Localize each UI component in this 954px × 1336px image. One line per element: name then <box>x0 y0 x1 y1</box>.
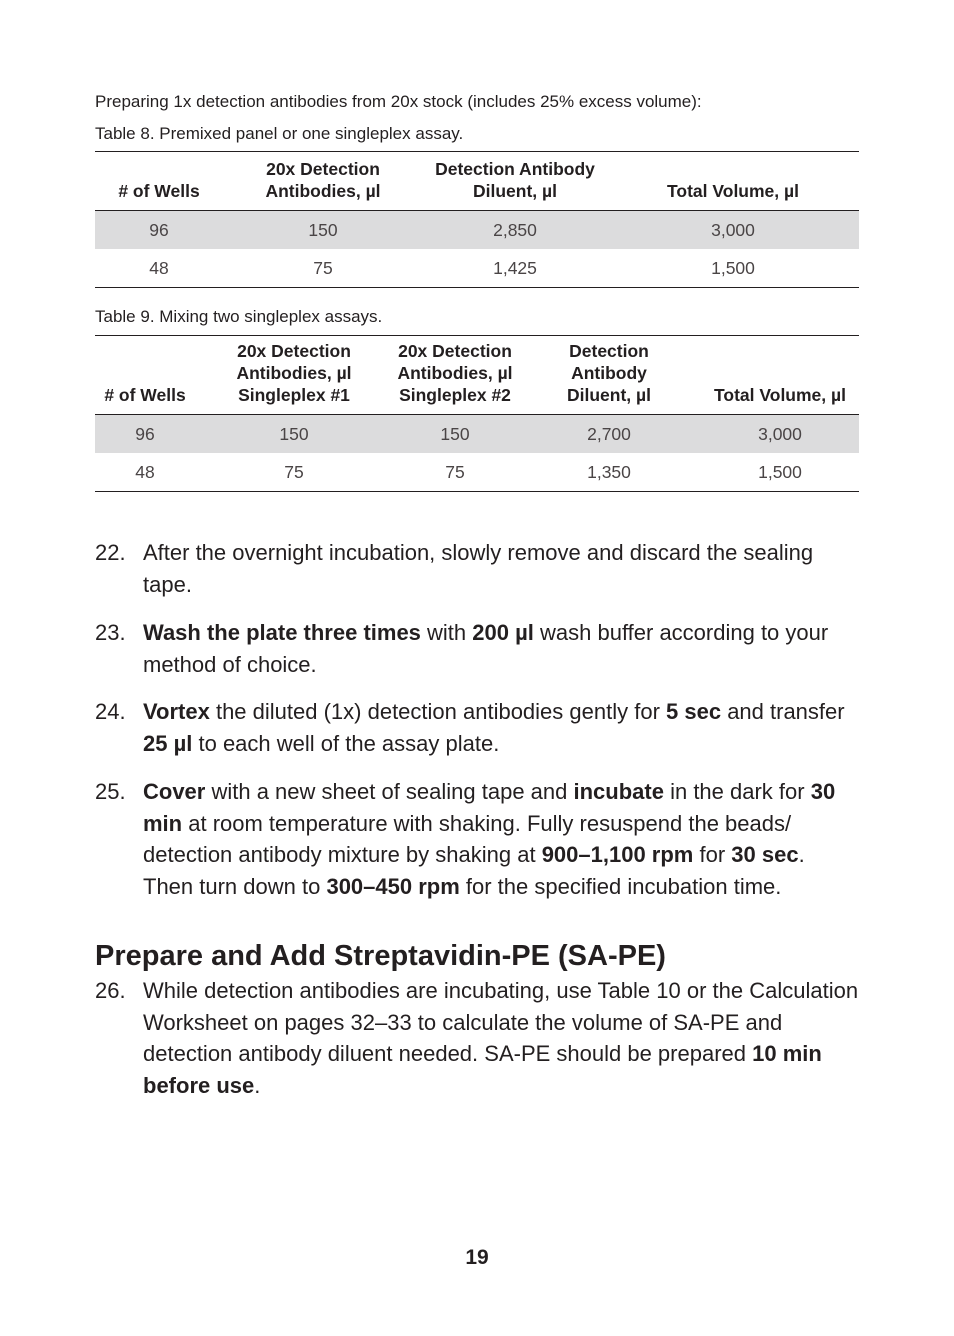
body-text: the diluted (1x) detection antibodies gently for <box>209 699 667 724</box>
table9 <box>95 335 859 492</box>
body-text: . <box>254 1073 261 1099</box>
table9-header-row <box>95 336 859 415</box>
table-row <box>95 249 859 288</box>
step-text <box>143 696 859 759</box>
step-number: 26. <box>95 978 126 1003</box>
table9-body <box>95 415 859 492</box>
column-header: Total Volume, µl <box>714 385 846 405</box>
body-text: After the overnight incubation, slowly remove and discard the sealing tape. <box>143 540 814 597</box>
emphasis-text: incubate <box>573 779 664 804</box>
table-cell: 150 <box>308 219 338 240</box>
table9-caption: Table 9. Mixing two singleplex assays. <box>95 307 383 326</box>
table-cell: 48 <box>149 257 169 278</box>
table8-body <box>95 211 859 288</box>
step-number: 22. <box>95 540 126 565</box>
column-header: 20x Detection Antibodies, µl Singleplex #1 <box>236 341 352 405</box>
column-header: Total Volume, µl <box>667 181 799 201</box>
step-26 <box>95 975 859 1102</box>
body-text: wash buffer according to your method of choice. <box>143 620 829 677</box>
step-24 <box>95 696 859 759</box>
table-row <box>95 453 859 492</box>
table-cell: 1,350 <box>587 461 631 482</box>
column-header: # of Wells <box>118 181 200 201</box>
step-number: 24. <box>95 699 126 724</box>
body-text: to each well of the assay plate. <box>192 730 500 756</box>
body-text: for the specified incubation time. <box>459 874 782 900</box>
emphasis-text: 200 µl <box>472 620 534 645</box>
body-text: with a new sheet of sealing tape and <box>205 779 574 804</box>
emphasis-text: Cover <box>143 779 206 804</box>
emphasis-text: 900–1,100 rpm <box>541 842 694 868</box>
body-text: While detection antibodies are incubating, use Table 10 or the Calculation Worksheet on pages 32–33 to calculate the volume of SA-PE and detection antibody diluent needed. SA-PE should be prepared <box>143 978 859 1067</box>
body-text: in the dark for <box>663 779 811 804</box>
section-heading: Prepare and Add Streptavidin-PE (SA-PE) <box>95 940 666 972</box>
table-cell: 96 <box>149 219 169 240</box>
body-text: and transfer <box>721 699 845 724</box>
table-cell: 1,500 <box>711 257 755 278</box>
emphasis-text: 25 µl <box>143 730 193 756</box>
body-text: with <box>420 620 473 645</box>
body-text: . Then turn down to <box>143 842 805 900</box>
table-cell: 75 <box>284 461 304 482</box>
step-25 <box>95 776 859 903</box>
column-header: Detection Antibody Diluent, µl <box>567 341 651 405</box>
table-cell: 1,425 <box>493 257 537 278</box>
page-number: 19 <box>465 1246 489 1269</box>
table8 <box>95 151 859 288</box>
table-cell: 2,700 <box>587 423 631 444</box>
table-row <box>95 211 859 250</box>
table-cell: 3,000 <box>758 423 802 444</box>
step-number: 25. <box>95 779 126 804</box>
emphasis-text: Wash the plate three times <box>143 620 421 645</box>
table-row <box>95 415 859 454</box>
table-cell: 3,000 <box>711 219 755 240</box>
column-header: Detection Antibody Diluent, µl <box>435 159 595 201</box>
step-22 <box>95 537 859 600</box>
body-text: at room temperature with shaking. Fully resuspend the beads/​detection antibody mixture by shaking at <box>143 810 792 868</box>
table-cell: 48 <box>135 461 155 482</box>
emphasis-text: 10 min before use <box>143 1041 822 1099</box>
step-text <box>143 776 859 903</box>
emphasis-text: 30 sec <box>731 842 799 868</box>
step-text <box>143 537 859 600</box>
table-cell: 1,500 <box>758 461 802 482</box>
table-cell: 75 <box>445 461 465 482</box>
emphasis-text: 300–450 rpm <box>326 874 460 900</box>
table-cell: 75 <box>313 257 333 278</box>
table-cell: 2,850 <box>493 219 537 240</box>
intro-text: Preparing 1x detection antibodies from 20x stock (includes 25% excess volume): <box>95 92 702 111</box>
column-header: 20x Detection Antibodies, µl <box>265 159 381 201</box>
step-number: 23. <box>95 620 126 645</box>
column-header: # of Wells <box>104 385 186 405</box>
emphasis-text: Vortex <box>143 699 210 724</box>
table8-header-row <box>95 152 859 211</box>
table-cell: 150 <box>440 423 470 444</box>
emphasis-text: 5 sec <box>666 699 722 724</box>
step-23 <box>95 617 859 680</box>
step-text <box>143 975 859 1102</box>
table-cell: 96 <box>135 423 155 444</box>
emphasis-text: 30 min <box>143 779 836 836</box>
body-text: for <box>693 842 732 868</box>
table-cell: 150 <box>279 423 309 444</box>
step-text <box>143 617 859 680</box>
column-header: 20x Detection Antibodies, µl Singleplex #2 <box>397 341 513 405</box>
table8-caption: Table 8. Premixed panel or one singleplex assay. <box>95 124 464 143</box>
